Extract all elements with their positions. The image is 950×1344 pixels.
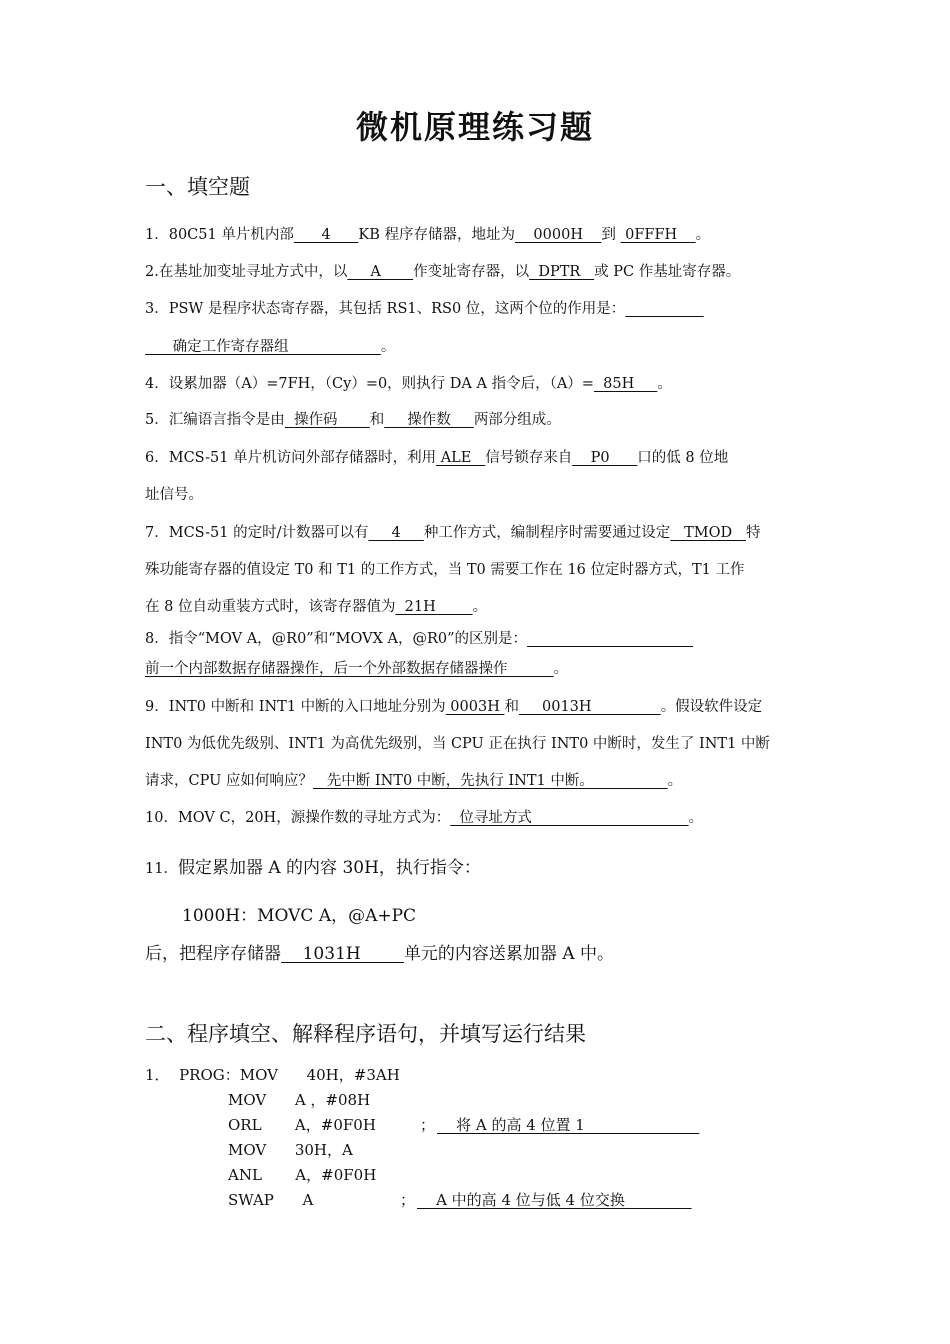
- question-9-line3: 请求，CPU 应如何响应？ 先中断 INT0 中断，先执行 INT1 中断。 。: [145, 773, 683, 789]
- question-7-line3: 在 8 位自动重装方式时，该寄存器值为 21H 。: [145, 599, 488, 615]
- question-7: 7．MCS-51 的定时/计数器可以有 4 种工作方式，编制程序时需要通过设定 TMOD 特: [145, 525, 761, 541]
- program-line-2: MOV A ，#08H: [228, 1091, 371, 1109]
- question-6-cont: 址信号。: [145, 487, 203, 503]
- answer-blank: 将 A 的高 4 位置 1: [437, 1116, 700, 1134]
- question-1: 1．80C51 单片机内部 4 KB 程序存储器，地址为 0000H 到 0FFFH 。: [145, 227, 711, 243]
- answer-blank: P0: [572, 450, 638, 466]
- answer-blank: 85H: [593, 376, 658, 392]
- question-11-instruction: 1000H：MOVC A，@A+PC: [182, 906, 417, 926]
- program-line-6: SWAP A: [228, 1191, 314, 1209]
- question-7-line2: 殊功能寄存器的值设定 T0 和 T1 的工作方式，当 T0 需要工作在 16 位定时器方式，T1 工作: [145, 562, 745, 578]
- program-line-1: 1． PROG：MOV 40H，#3AH: [145, 1066, 400, 1084]
- answer-blank: TMOD: [670, 525, 746, 541]
- comment-mark: ；: [400, 1191, 416, 1209]
- section-fill-in-blanks: 一、填空题: [145, 175, 250, 199]
- question-8-answer: 前一个内部数据存储器操作，后一个外部数据存储器操作 。: [145, 661, 569, 677]
- section-program: 二、程序填空、解释程序语句，并填写运行结果: [145, 1022, 586, 1046]
- answer-blank: 4: [368, 525, 424, 541]
- answer-blank: 前一个内部数据存储器操作，后一个外部数据存储器操作: [145, 661, 554, 677]
- answer-blank: 1031H: [281, 944, 404, 964]
- answer-blank: 0013H: [518, 699, 661, 715]
- question-11: 11．假定累加器 A 的内容 30H，执行指令：: [145, 858, 481, 878]
- answer-blank: 4: [293, 227, 359, 243]
- program-line-5: ANL A，#0F0H: [228, 1166, 377, 1184]
- question-4: 4．设累加器（A）=7FH，（Cy）=0，则执行 DA A 指令后，（A）= 85H 。: [145, 376, 672, 392]
- question-5: 5．汇编语言指令是由 操作码 和 操作数 两部分组成。: [145, 412, 561, 428]
- question-3: 3．PSW 是程序状态寄存器，其包括 RS1、RS0 位，这两个位的作用是：: [145, 299, 704, 319]
- question-9: 9．INT0 中断和 INT1 中断的入口地址分别为 0003H 和 0013H 。假设软件设定: [145, 699, 763, 715]
- answer-blank: 确定工作寄存器组: [145, 339, 381, 355]
- answer-blank: 位寻址方式: [450, 810, 689, 826]
- answer-blank: 操作码: [284, 412, 370, 428]
- answer-blank: [527, 631, 693, 647]
- answer-blank: DPTR: [529, 264, 595, 280]
- question-3-answer: 确定工作寄存器组 。: [145, 339, 396, 355]
- question-11-answer: 后，把程序存储器 1031H 单元的内容送累加器 A 中。: [145, 944, 615, 964]
- program-line-3: ORL A，#0F0H: [228, 1116, 376, 1134]
- answer-blank: 先中断 INT0 中断，先执行 INT1 中断。: [312, 773, 668, 789]
- program-line-4: MOV 30H，A: [228, 1141, 353, 1159]
- answer-blank: ALE: [436, 450, 486, 466]
- question-6: 6．MCS-51 单片机访问外部存储器时，利用 ALE 信号锁存来自 P0 口的低 8 位地: [145, 450, 729, 466]
- question-10: 10．MOV C，20H，源操作数的寻址方式为： 位寻址方式 。: [145, 810, 704, 826]
- answer-blank: A 中的高 4 位与低 4 位交换: [417, 1191, 692, 1209]
- answer-blank: A: [347, 264, 414, 280]
- answer-blank: 操作数: [384, 412, 474, 428]
- answer-blank: [625, 301, 703, 317]
- question-9-line2: INT0 为低优先级别、INT1 为高优先级别，当 CPU 正在执行 INT0 中断时，发生了 INT1 中断: [145, 736, 770, 752]
- answer-blank: 0000H: [515, 227, 602, 243]
- answer-blank: 21H: [395, 599, 473, 615]
- comment-mark: ；: [420, 1116, 436, 1134]
- question-2: 2.在基址加变址寻址方式中，以 A 作变址寄存器，以 DPTR 或 PC 作基址寄存器。: [145, 264, 741, 280]
- answer-blank: 0003H: [445, 699, 505, 715]
- page-title: 微机原理练习题: [355, 108, 594, 146]
- question-8: 8．指令“MOV A，@R0”和“MOVX A，@R0”的区别是：: [145, 629, 693, 649]
- answer-blank: 0FFFH: [620, 227, 696, 243]
